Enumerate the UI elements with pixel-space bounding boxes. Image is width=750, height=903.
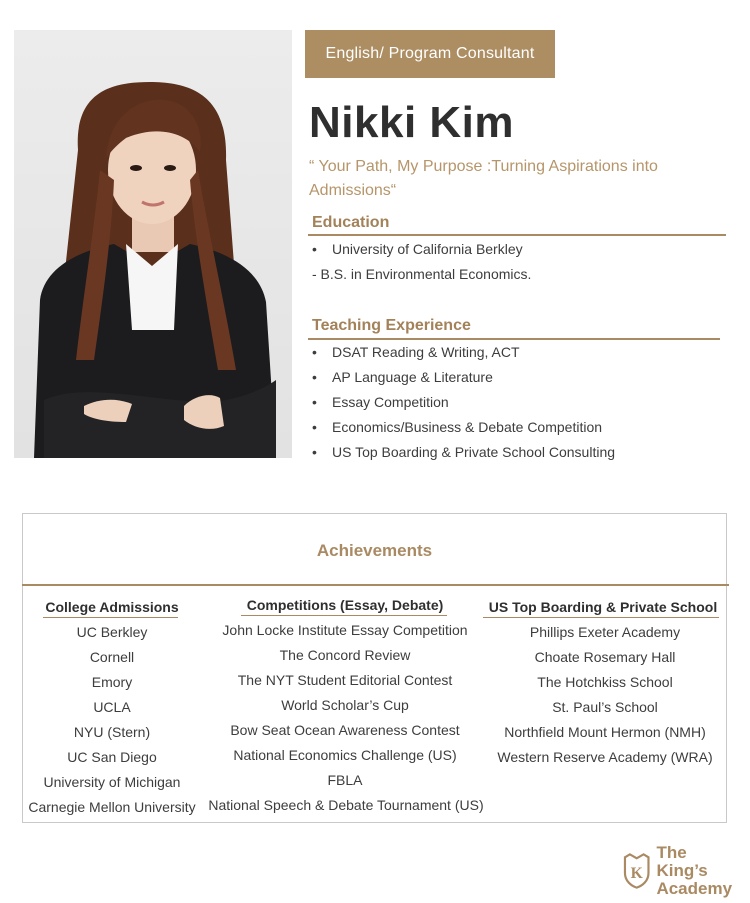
portrait-illustration <box>14 30 292 458</box>
experience-item: • Essay Competition <box>312 394 449 410</box>
experience-item: • AP Language & Literature <box>312 369 493 385</box>
achievements-panel <box>22 513 727 823</box>
competition-item: National Economics Challenge (US) <box>233 747 457 763</box>
boarding-school-item: Northfield Mount Hermon (NMH) <box>504 724 706 740</box>
column-heading-competitions: Competitions (Essay, Debate) <box>246 597 444 613</box>
bullet-icon: • <box>312 241 317 257</box>
college-item: Carnegie Mellon University <box>28 799 196 815</box>
college-item: University of Michigan <box>43 774 181 790</box>
achievements-title: Achievements <box>316 541 433 560</box>
experience-heading: Teaching Experience <box>312 317 471 334</box>
college-item: UC San Diego <box>67 749 157 765</box>
experience-item: • Economics/Business & Debate Competition <box>312 419 603 435</box>
college-item: UCLA <box>93 699 131 715</box>
competition-item: John Locke Institute Essay Competition <box>222 622 468 638</box>
bullet-icon: • <box>312 444 317 460</box>
competition-item: The NYT Student Editorial Contest <box>237 672 453 688</box>
college-item: NYU (Stern) <box>73 724 151 740</box>
column-heading-rule <box>43 617 178 618</box>
experience-item: • US Top Boarding & Private School Consulting <box>312 444 616 460</box>
bullet-icon: • <box>312 369 317 385</box>
education-item: • University of California Berkley <box>312 241 523 257</box>
role-badge: English/ Program Consultant <box>305 30 555 78</box>
competition-item: National Speech & Debate Tournament (US) <box>208 797 484 813</box>
bullet-icon: • <box>312 419 317 435</box>
bullet-icon: • <box>312 344 317 360</box>
boarding-school-item: Phillips Exeter Academy <box>529 624 681 640</box>
achievements-divider <box>22 584 729 586</box>
college-item: UC Berkley <box>76 624 148 640</box>
boarding-school-item: The Hotchkiss School <box>537 674 673 690</box>
motto-quote: “ Your Path, My Purpose :Turning Aspirations into Admissions“ <box>309 158 658 199</box>
education-heading: Education <box>312 214 390 231</box>
competition-item: Bow Seat Ocean Awareness Contest <box>230 722 460 738</box>
competition-item: World Scholar’s Cup <box>281 697 409 713</box>
svg-text:K: K <box>630 864 643 882</box>
education-divider <box>308 234 726 236</box>
experience-divider <box>308 338 720 340</box>
column-heading-college: College Admissions <box>45 599 179 615</box>
crest-icon <box>623 853 650 889</box>
boarding-school-item: St. Paul’s School <box>552 699 658 715</box>
education-item: - B.S. in Environmental Economics. <box>312 266 532 282</box>
boarding-school-item: Choate Rosemary Hall <box>534 649 676 665</box>
boarding-school-item: Western Reserve Academy (WRA) <box>497 749 713 765</box>
kings-academy-logo <box>623 843 741 898</box>
column-heading-rule <box>483 617 719 618</box>
bullet-icon: • <box>312 394 317 410</box>
competition-item: The Concord Review <box>279 647 411 663</box>
profile-photo <box>14 30 292 458</box>
consultant-name: Nikki Kim <box>309 98 515 147</box>
college-item: Cornell <box>89 649 135 665</box>
logo-wordmark: The King’s Academy <box>656 843 733 898</box>
column-heading-boarding: US Top Boarding & Private School <box>488 599 718 615</box>
column-heading-rule <box>241 615 447 616</box>
competition-item: FBLA <box>327 772 363 788</box>
experience-item: • DSAT Reading & Writing, ACT <box>312 344 520 360</box>
college-item: Emory <box>91 674 133 690</box>
